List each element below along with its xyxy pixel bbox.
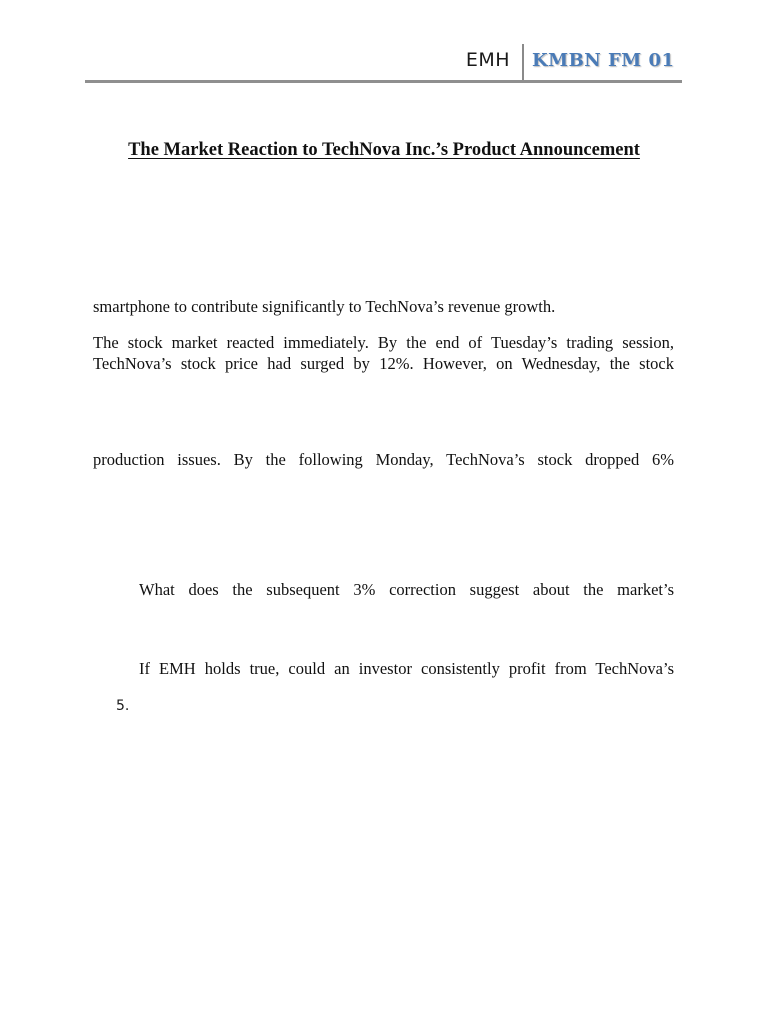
paragraph-line: The stock market reacted immediately. By the end of Tuesday’s trading session, — [93, 333, 674, 352]
paragraph-line: TechNova’s stock price had surged by 12%. However, on Wednesday, the stock — [93, 354, 674, 373]
document-title: The Market Reaction to TechNova Inc.’s Product Announcement — [128, 140, 640, 160]
question-line: What does the subsequent 3% correction suggest about the market’s — [139, 580, 674, 599]
header-rule — [85, 80, 682, 83]
header-topic-label: EMH — [465, 49, 510, 71]
question-line: If EMH holds true, could an investor consistently profit from TechNova’s — [139, 659, 674, 678]
paragraph-line: production issues. By the following Monday, TechNova’s stock dropped 6% — [93, 450, 674, 469]
header-separator — [522, 44, 524, 81]
list-number: 5. — [116, 698, 130, 714]
header-course-code: KMBN FM 01 — [532, 50, 675, 71]
paragraph-line: smartphone to contribute significantly to TechNova’s revenue growth. — [93, 297, 556, 316]
